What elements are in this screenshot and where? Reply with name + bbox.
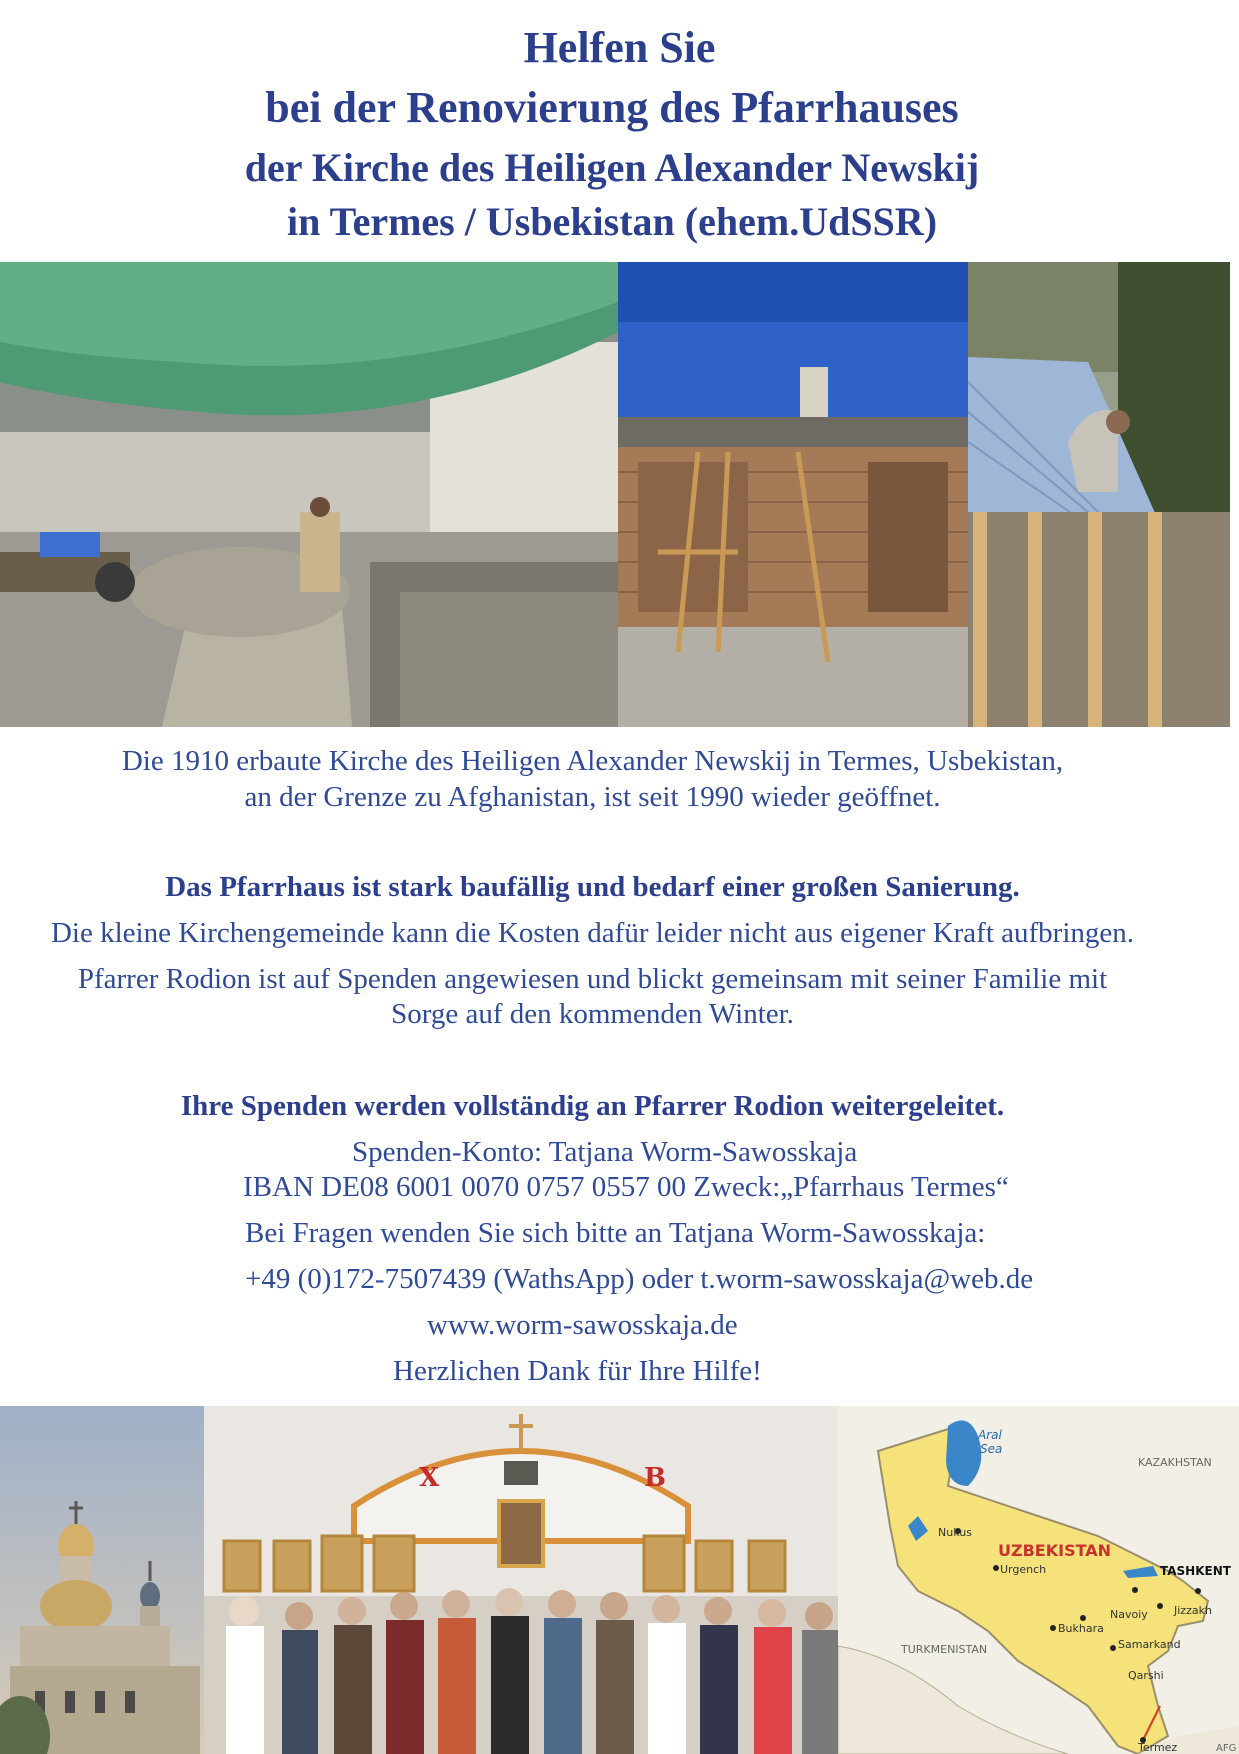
map-label-turkmenistan: TURKMENISTAN <box>901 1643 988 1656</box>
photo-brick-walls <box>618 262 968 727</box>
donation-questions: Bei Fragen wenden Sie sich bitte an Tatjana Worm-Sawosskaja: <box>245 1217 986 1249</box>
map-label-navoiy: Navoiy <box>1110 1608 1148 1621</box>
donation-website[interactable]: www.worm-sawosskaja.de <box>427 1309 738 1341</box>
title-line-2: bei der Renovierung des Pfarrhauses <box>265 83 959 132</box>
donation-thanks: Herzlichen Dank für Ihre Hilfe! <box>393 1355 762 1387</box>
appeal-line-2: Pfarrer Rodion ist auf Spenden angewiesen und blickt gemeinsam mit seiner Familie mit <box>77 963 1108 995</box>
map-label-qarshi: Qarshi <box>1128 1669 1164 1682</box>
map-label-termez: Termez <box>1138 1741 1178 1754</box>
donation-headline: Ihre Spenden werden vollständig an Pfarrer Rodion weitergeleitet. <box>180 1090 1005 1122</box>
map-label-uzbekistan: UZBEKISTAN <box>998 1541 1112 1560</box>
photo-roof-work <box>968 262 1230 727</box>
map-label-tashkent: TASHKENT <box>1160 1564 1231 1578</box>
map-label-aral: Aral <box>978 1428 1002 1442</box>
appeal-headline: Das Pfarrhaus ist stark baufällig und bedarf einer großen Sanierung. <box>165 871 1020 903</box>
appeal-line-1: Die kleine Kirchengemeinde kann die Kosten dafür leider nicht aus eigener Kraft aufbringen. <box>50 917 1135 949</box>
intro-line-1: Die 1910 erbaute Kirche des Heiligen Alexander Newskij in Termes, Usbekistan, <box>121 745 1064 777</box>
donation-contact[interactable]: +49 (0)172-7507439 (WathsApp) oder t.worm-sawosskaja@web.de <box>245 1263 1034 1295</box>
iconostasis-letter-b: B <box>644 1463 666 1493</box>
appeal-line-3: Sorge auf den kommenden Winter. <box>391 998 794 1030</box>
title-line-4: in Termes / Usbekistan (ehem.UdSSR) <box>286 199 938 244</box>
map-label-nukus: Nukus <box>938 1526 972 1539</box>
iconostasis-letter-x: X <box>419 1463 440 1493</box>
map-label-sea: Sea <box>980 1442 1003 1456</box>
photo-church-exterior <box>0 1406 204 1754</box>
photo-congregation <box>204 1406 838 1754</box>
map-uzbekistan <box>838 1406 1239 1754</box>
map-label-bukhara: Bukhara <box>1058 1622 1104 1635</box>
title-line-1: Helfen Sie <box>523 23 716 72</box>
map-label-kazakhstan: KAZAKHSTAN <box>1138 1456 1212 1469</box>
intro-line-2: an der Grenze zu Afghanistan, ist seit 1990 wieder geöffnet. <box>244 781 941 813</box>
photo-construction-site <box>0 262 618 727</box>
map-label-samarkand: Samarkand <box>1118 1638 1181 1651</box>
title-line-3: der Kirche des Heiligen Alexander Newskij <box>244 145 980 190</box>
donation-account: Spenden-Konto: Tatjana Worm-Sawosskaja <box>352 1136 858 1168</box>
donation-iban: IBAN DE08 6001 0070 0757 0557 00 Zweck:„Pfarrhaus Termes“ <box>243 1171 1009 1203</box>
map-label-urgench: Urgench <box>1000 1563 1047 1576</box>
map-label-jizzakh: Jizzakh <box>1174 1604 1212 1617</box>
map-label-afg: AFG <box>1216 1743 1237 1754</box>
